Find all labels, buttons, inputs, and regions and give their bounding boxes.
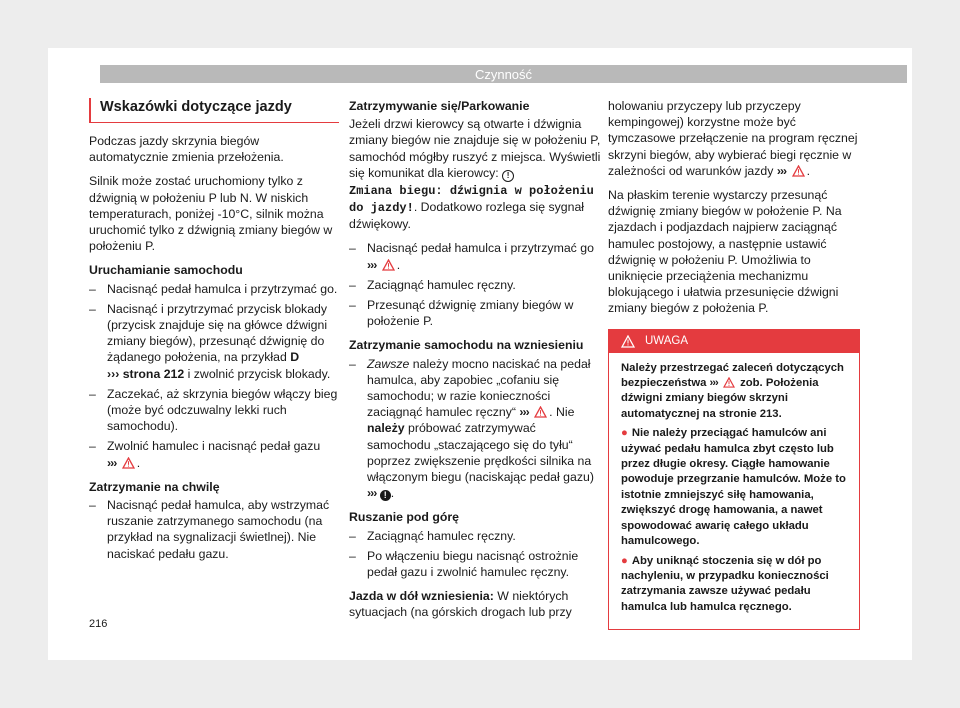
warning-triangle-icon: [621, 335, 635, 348]
ref-chevrons[interactable]: ›››: [776, 163, 787, 178]
warning-triangle-icon: [382, 259, 395, 271]
park-subtitle: Zatrzymywanie się/Parkowanie: [349, 99, 530, 113]
start-subtitle: Uruchamianie samochodu: [89, 263, 243, 278]
list-item: ● Aby uniknąć stoczenia się w dół po nachyleniu, w przypadku konieczności zatrzymania zawsze używać pedału hamulca lub hamulca ręcznego.: [621, 554, 829, 613]
manual-page: [48, 48, 912, 660]
info-icon: !: [502, 170, 514, 182]
list-item: – Zwolnić hamulec i nacisnąć pedał gazu ››› .: [89, 438, 339, 470]
chapter-header: [100, 65, 907, 83]
warning-triangle-icon: [792, 165, 805, 177]
uphill-steps: [349, 528, 601, 581]
warning-bullets: [621, 426, 849, 615]
column-2: [349, 98, 601, 629]
stop-subtitle: Zatrzymanie na chwilę: [89, 479, 220, 494]
ref-chevrons[interactable]: ›››: [709, 377, 718, 390]
section-title: Wskazówki dotyczące jazdy: [89, 98, 339, 123]
intro-paragraph: Podczas jazdy skrzynia biegów automatycznie zmienia przełożenia.: [89, 134, 284, 165]
column-3: [608, 98, 860, 630]
note-icon: !: [380, 490, 391, 501]
uphill-subtitle: Ruszanie pod górę: [349, 510, 459, 525]
chapter-title: Czynność: [474, 66, 533, 82]
warning-triangle-icon: [122, 457, 135, 469]
list-item: – Nacisnąć pedał hamulca i przytrzymać go ››› .: [349, 240, 601, 272]
bullet-icon: ●: [621, 427, 628, 440]
list-item: – Nacisnąć pedał hamulca i przytrzymać go.: [89, 281, 339, 297]
stop-steps: [89, 497, 339, 562]
warning-triangle-icon: [534, 406, 547, 418]
parking-level-paragraph: Na płaskim terenie wystarczy przesunąć dźwignię zmiany biegów w położenie P. Na zjazdach i podjazdach najpierw zaciągnąć hamulec postojowy, a następnie ustawić dźwignię w położeniu P. Umożliwia to uniknięcie przeciążenia mechanizmu blokującego i ułatwia przesunięcie dźwigni zmiany biegów z położenia P.: [608, 188, 842, 316]
warning-label: UWAGA: [645, 335, 689, 348]
warning-body: [609, 353, 859, 630]
downhill-paragraph: Jazda w dół wzniesienia: W niektórych sytuacjach (na górskich drogach lub przy: [349, 589, 572, 620]
list-item: ● Nie należy przeciągać hamulców ani używać pedału hamulca zbyt często lub przez długie okresy. Ciągłe hamowanie powoduje przegrzanie hamulców. Może to istotnie zmniejszyć siłę hamowania, zwiększyć drogę hamowania, a nawet spowodować awarię całego układu hamulcowego.: [621, 427, 846, 548]
towing-paragraph: holowaniu przyczepy lub przyczepy kempingowej) korzystne może być tymczasowe przełączenie na program ręcznej skrzyni biegów, aby wybierać biegi ręcznie w zależności od warunków jazdy ››› .: [608, 99, 858, 178]
list-item: – Zaczekać, aż skrzynia biegów włączy bieg (może być odczuwalny lekki ruch samochodu).: [89, 386, 339, 435]
hill-subtitle: Zatrzymanie samochodu na wzniesieniu: [349, 338, 584, 353]
list-item: – Przesunąć dźwignię zmiany biegów w położenie P.: [349, 297, 601, 329]
warning-header: [609, 330, 859, 353]
list-item: – Zawsze należy mocno naciskać na pedał hamulca, aby zapobiec „cofaniu się samochodu; w razie konieczności zaciągnąć hamulec ręczny“ ››› . Nie należy próbować zatrzymywać samochodu „staczającego się do tyłu“ poprzez zwiększenie prędkości silnika na włączonym biegu (naciskając pedał gazu) ››› ! .: [349, 356, 601, 502]
page-number: 216: [89, 618, 108, 630]
list-item: – Nacisnąć pedał hamulca, aby wstrzymać ruszanie zatrzymanego samochodu (na przykład na sygnalizacji świetlnej). Nie naciskać pedału gazu.: [89, 497, 339, 562]
ref-chevrons[interactable]: ›››: [107, 455, 117, 470]
start-steps: [89, 281, 339, 471]
ref-chevrons[interactable]: ›››: [519, 405, 529, 420]
warning-box: [608, 329, 860, 631]
warning-triangle-icon: [723, 377, 735, 388]
driver-message: Zmiana biegu: dźwignia w położeniu do jazdy!: [349, 183, 594, 216]
list-item: – Nacisnąć i przytrzymać przycisk blokady (przycisk znajduje się na główce dźwigni zmiany biegów), przesunąć dźwignię do żądanego położenia, na przykład D ››› strona 212 i zwolnić przycisk blokady.: [89, 301, 339, 382]
bullet-icon: ●: [621, 554, 628, 567]
page-ref-link[interactable]: ››› strona 212: [107, 366, 185, 381]
ref-chevrons[interactable]: ›››: [367, 486, 377, 501]
ref-chevrons[interactable]: ›››: [367, 257, 377, 272]
park-steps: [349, 240, 601, 329]
list-item: – Zaciągnąć hamulec ręczny.: [349, 528, 601, 544]
hill-steps: [349, 356, 601, 502]
warning-intro: Należy przestrzegać zaleceń dotyczących bezpieczeństwa ››› zob. Położenia dźwigni zmiany biegów skrzyni automatycznej na stronie 213.: [621, 361, 844, 420]
column-1: [89, 98, 339, 570]
list-item: – Zaciągnąć hamulec ręczny.: [349, 277, 601, 293]
list-item: – Po włączeniu biegu nacisnąć ostrożnie pedał gazu i zwolnić hamulec ręczny.: [349, 548, 601, 580]
start-conditions-paragraph: Silnik może zostać uruchomiony tylko z dźwignią w położeniu P lub N. W niskich temperaturach, poniżej -10°C, silnik można uruchomić tylko z dźwignią zmiany biegów w położeniu P.: [89, 174, 333, 254]
park-paragraph: Jeżeli drzwi kierowcy są otwarte i dźwignia zmiany biegów nie znajduje się w położeniu P, samochód mógłby ruszyć z miejsca. Wyświetli się komunikat dla kierowcy: ! Zmiana biegu: dźwignia w położeniu do jazdy!. Dodatkowo rozlega się sygnał dźwiękowy.: [349, 117, 601, 232]
